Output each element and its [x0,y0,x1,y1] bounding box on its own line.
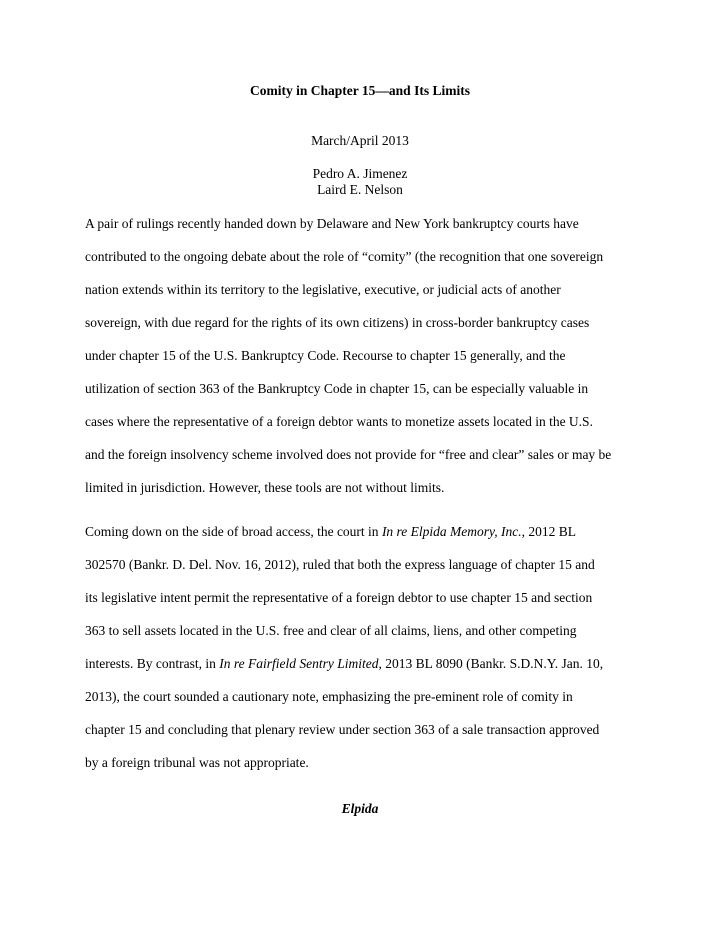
text-run: , 2012 BL [521,524,577,539]
text-line: and the foreign insolvency scheme involved does not provide for “free and clear” sales or may be [85,447,612,462]
text-line: 2013), the court sounded a cautionary note, emphasizing the pre-eminent role of comity in [85,689,573,704]
document-title: Comity in Chapter 15—and Its Limits [250,83,470,98]
text-line [85,524,576,540]
text-line: nation extends within its territory to the legislative, executive, or judicial acts of another [85,282,561,297]
text-run: interests. By contrast, in [85,656,220,671]
text-run: , 2013 BL 8090 (Bankr. S.D.N.Y. Jan. 10, [378,656,604,671]
section-heading: Elpida [341,801,379,816]
text-line: sovereign, with due regard for the rights of its own citizens) in cross-border bankruptcy cases [85,315,590,330]
author-name: Pedro A. Jimenez [312,166,408,181]
text-line: limited in jurisdiction. However, these tools are not without limits. [85,480,445,495]
case-citation: In re Fairfield Sentry Limited [219,656,379,671]
text-line: contributed to the ongoing debate about the role of “comity” (the recognition that one sovereign [85,249,604,264]
author-name: Laird E. Nelson [317,182,403,197]
text-run: Coming down on the side of broad access, the court in [85,524,382,539]
text-line: 363 to sell assets located in the U.S. free and clear of all claims, liens, and other competing [85,623,577,638]
case-citation: In re Elpida Memory, Inc. [381,524,522,539]
text-line: chapter 15 and concluding that plenary review under section 363 of a sale transaction approved [85,722,600,737]
text-line: A pair of rulings recently handed down by Delaware and New York bankruptcy courts have [85,216,579,231]
text-line: its legislative intent permit the representative of a foreign debtor to use chapter 15 and section [85,590,593,605]
text-line: under chapter 15 of the U.S. Bankruptcy Code. Recourse to chapter 15 generally, and the [85,348,566,363]
text-line: 302570 (Bankr. D. Del. Nov. 16, 2012), ruled that both the express language of chapter 15 and [85,557,595,572]
publication-date: March/April 2013 [311,133,409,148]
text-line [85,656,603,672]
text-line: utilization of section 363 of the Bankruptcy Code in chapter 15, can be especially valuable in [85,381,589,396]
text-line: by a foreign tribunal was not appropriate. [85,755,309,770]
text-line: cases where the representative of a foreign debtor wants to monetize assets located in the U.S. [85,414,593,429]
